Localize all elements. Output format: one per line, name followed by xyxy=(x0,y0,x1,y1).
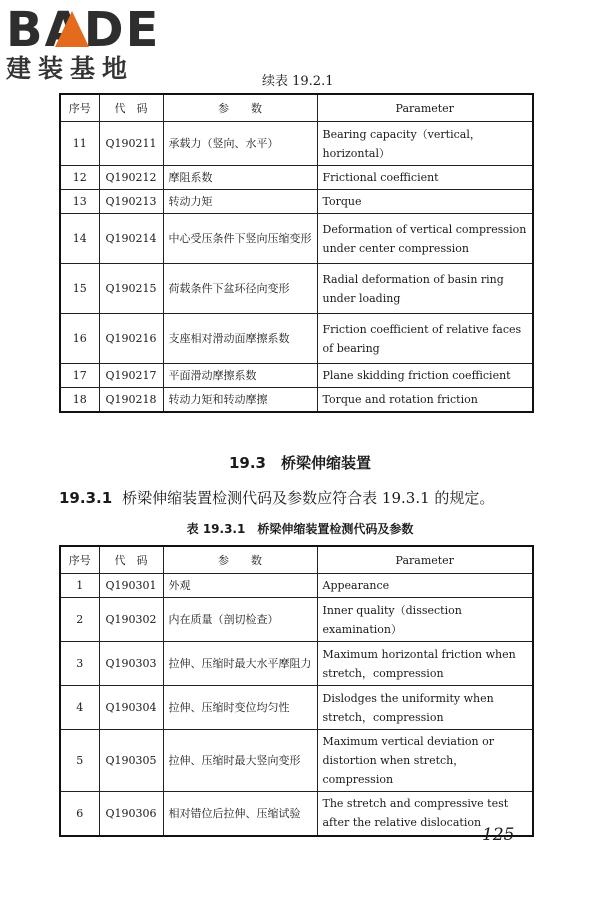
row-parameter-en: Torque xyxy=(317,190,533,214)
row-parameter-en: Maximum vertical deviation or distortion when stretch，compression xyxy=(317,730,533,792)
header-code: 代 码 xyxy=(99,94,163,122)
row-parameter-en: Maximum horizontal friction when stretch，compression xyxy=(317,642,533,686)
table-row xyxy=(60,190,533,214)
row-parameter-zh: 拉伸、压缩时变位均匀性 xyxy=(163,686,317,730)
table-header-row xyxy=(60,94,533,122)
row-number: 6 xyxy=(60,792,99,836)
row-parameter-en: Bearing capacity（vertical，horizontal） xyxy=(317,122,533,166)
row-number: 4 xyxy=(60,686,99,730)
table-row xyxy=(60,166,533,190)
row-parameter-zh: 中心受压条件下竖向压缩变形 xyxy=(163,214,317,264)
clause-text: 桥梁伸缩装置检测代码及参数应符合表 19.3.1 的规定。 xyxy=(122,489,495,507)
row-code: Q190304 xyxy=(99,686,163,730)
row-parameter-zh: 摩阻系数 xyxy=(163,166,317,190)
table-row xyxy=(60,388,533,413)
logo-subtitle: 建装基地 xyxy=(6,54,135,83)
table-19-2-1-continued xyxy=(59,93,534,413)
row-parameter-zh: 转动力矩和转动摩擦 xyxy=(163,388,317,413)
row-code: Q190216 xyxy=(99,314,163,364)
row-code: Q190212 xyxy=(99,166,163,190)
row-parameter-zh: 拉伸、压缩时最大竖向变形 xyxy=(163,730,317,792)
row-parameter-zh: 转动力矩 xyxy=(163,190,317,214)
row-code: Q190301 xyxy=(99,574,163,598)
row-parameter-zh: 支座相对滑动面摩擦系数 xyxy=(163,314,317,364)
table-row xyxy=(60,122,533,166)
row-code: Q190305 xyxy=(99,730,163,792)
row-parameter-en: The stretch and compressive test after the relative dislocation xyxy=(317,792,533,836)
header-parameter-en: Parameter xyxy=(317,94,533,122)
row-parameter-zh: 荷载条件下盆环径向变形 xyxy=(163,264,317,314)
logo xyxy=(6,2,176,88)
row-parameter-en: Frictional coefficient xyxy=(317,166,533,190)
row-code: Q190215 xyxy=(99,264,163,314)
header-param: 参 数 xyxy=(163,546,317,574)
row-code: Q190302 xyxy=(99,598,163,642)
clause-19-3-1 xyxy=(59,487,494,508)
row-number: 3 xyxy=(60,642,99,686)
row-code: Q190214 xyxy=(99,214,163,264)
table-row xyxy=(60,686,533,730)
table-row xyxy=(60,574,533,598)
row-parameter-en: Deformation of vertical compression under center compression xyxy=(317,214,533,264)
row-parameter-en: Torque and rotation friction xyxy=(317,388,533,413)
logo-triangle-icon xyxy=(55,11,89,47)
row-code: Q190213 xyxy=(99,190,163,214)
row-number: 14 xyxy=(60,214,99,264)
clause-number: 19.3.1 xyxy=(59,489,113,507)
row-parameter-zh: 拉伸、压缩时最大水平摩阻力 xyxy=(163,642,317,686)
row-number: 16 xyxy=(60,314,99,364)
row-parameter-zh: 外观 xyxy=(163,574,317,598)
page-number: 125 xyxy=(482,825,515,845)
row-parameter-zh: 承载力（竖向、水平） xyxy=(163,122,317,166)
row-number: 5 xyxy=(60,730,99,792)
row-number: 12 xyxy=(60,166,99,190)
continued-table-caption: 续表 19.2.1 xyxy=(262,74,334,89)
table-title: 表 19.3.1 桥梁伸缩装置检测代码及参数 xyxy=(186,522,414,536)
row-code: Q190211 xyxy=(99,122,163,166)
table-row xyxy=(60,264,533,314)
row-parameter-en: Friction coefficient of relative faces of bearing xyxy=(317,314,533,364)
header-parameter-en: Parameter xyxy=(317,546,533,574)
header-param: 参 数 xyxy=(163,94,317,122)
table-row xyxy=(60,214,533,264)
table-row xyxy=(60,730,533,792)
row-parameter-zh: 相对错位后拉伸、压缩试验 xyxy=(163,792,317,836)
table-row xyxy=(60,364,533,388)
header-code: 代 码 xyxy=(99,546,163,574)
row-code: Q190217 xyxy=(99,364,163,388)
row-number: 15 xyxy=(60,264,99,314)
row-parameter-en: Inner quality（dissection examination） xyxy=(317,598,533,642)
table-19-3-1 xyxy=(59,545,534,837)
row-parameter-en: Plane skidding friction coefficient xyxy=(317,364,533,388)
table-row xyxy=(60,792,533,836)
row-number: 17 xyxy=(60,364,99,388)
row-parameter-zh: 平面滑动摩擦系数 xyxy=(163,364,317,388)
row-number: 13 xyxy=(60,190,99,214)
logo-wordmark: BADE xyxy=(6,2,161,58)
row-number: 18 xyxy=(60,388,99,413)
row-parameter-zh: 内在质量（剖切检查） xyxy=(163,598,317,642)
row-number: 11 xyxy=(60,122,99,166)
table-row xyxy=(60,314,533,364)
header-no: 序号 xyxy=(60,546,99,574)
row-number: 2 xyxy=(60,598,99,642)
row-parameter-en: Radial deformation of basin ring under loading xyxy=(317,264,533,314)
row-parameter-en: Appearance xyxy=(317,574,533,598)
table-header-row xyxy=(60,546,533,574)
table-row xyxy=(60,642,533,686)
row-code: Q190303 xyxy=(99,642,163,686)
section-heading: 19.3 桥梁伸缩装置 xyxy=(228,454,371,472)
row-number: 1 xyxy=(60,574,99,598)
row-code: Q190306 xyxy=(99,792,163,836)
row-parameter-en: Dislodges the uniformity when stretch，compression xyxy=(317,686,533,730)
row-code: Q190218 xyxy=(99,388,163,413)
header-no: 序号 xyxy=(60,94,99,122)
table-row xyxy=(60,598,533,642)
